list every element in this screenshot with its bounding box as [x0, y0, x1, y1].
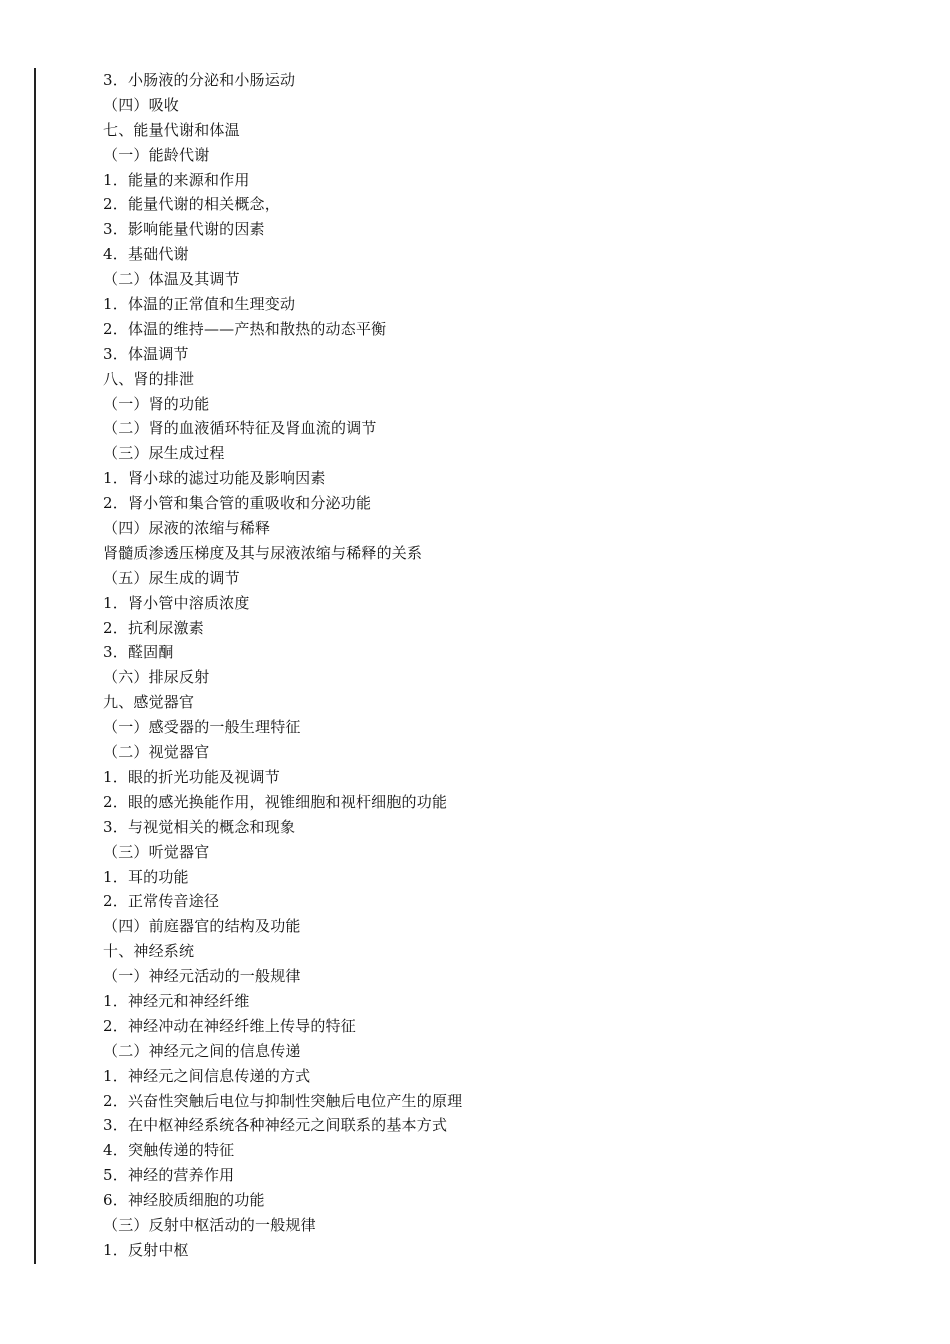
outline-line: 3．醛固酮 [103, 643, 174, 662]
outline-line: （四）吸收 [103, 95, 180, 114]
outline-line: （二）神经元之间的信息传递 [103, 1041, 301, 1060]
outline-line: 1．肾小管中溶质浓度 [103, 593, 250, 612]
outline-line: 七、能量代谢和体温 [103, 120, 240, 139]
syllabus-outline [103, 68, 903, 1263]
outline-line: 2．眼的感光换能作用，视锥细胞和视杆细胞的功能 [103, 792, 448, 811]
outline-line: 1．肾小球的滤过功能及影响因素 [103, 469, 326, 488]
outline-line: 3．小肠液的分泌和小肠运动 [103, 71, 296, 89]
outline-line: 十、神经系统 [103, 942, 195, 961]
outline-line: 1．能量的来源和作用 [103, 170, 250, 189]
outline-line: 2．能量代谢的相关概念， [103, 195, 280, 214]
outline-line: 3．影响能量代谢的因素 [103, 220, 265, 239]
outline-line: （六）排尿反射 [103, 668, 210, 687]
left-margin-rule [34, 68, 36, 1264]
outline-line: 2．兴奋性突触后电位与抑制性突触后电位产生的原理 [103, 1091, 463, 1110]
outline-line: （三）尿生成过程 [103, 444, 225, 463]
outline-line: 2．抗利尿激素 [103, 618, 204, 637]
outline-line: 3．体温调节 [103, 344, 189, 363]
outline-line: 6．神经胶质细胞的功能 [103, 1191, 265, 1210]
outline-line: （一）肾的功能 [103, 394, 210, 413]
outline-line: 4．突触传递的特征 [103, 1141, 235, 1160]
outline-line: 肾髓质渗透压梯度及其与尿液浓缩与稀释的关系 [103, 543, 423, 562]
outline-line: 1．反射中枢 [103, 1240, 189, 1259]
outline-line: 4．基础代谢 [103, 245, 189, 264]
outline-line: 5．神经的营养作用 [103, 1166, 235, 1185]
outline-line: （二）肾的血液循环特征及肾血流的调节 [103, 419, 377, 438]
outline-line: 2．肾小管和集合管的重吸收和分泌功能 [103, 494, 372, 513]
outline-line: 1．神经元和神经纤维 [103, 991, 250, 1010]
outline-line: （四）前庭器官的结构及功能 [103, 917, 301, 936]
outline-line: （一）神经元活动的一般规律 [103, 967, 301, 986]
outline-line: （一）感受器的一般生理特征 [103, 718, 301, 737]
outline-line: 八、肾的排泄 [103, 369, 195, 388]
outline-line: 3．在中枢神经系统各种神经元之间联系的基本方式 [103, 1116, 448, 1135]
outline-line: 1．体温的正常值和生理变动 [103, 295, 296, 314]
outline-line: （四）尿液的浓缩与稀释 [103, 519, 271, 538]
outline-line: 2．神经冲动在神经纤维上传导的特征 [103, 1016, 356, 1035]
outline-line: 九、感觉器官 [103, 693, 195, 712]
outline-line: （五）尿生成的调节 [103, 568, 240, 587]
outline-line: 2．体温的维持——产热和散热的动态平衡 [103, 319, 387, 338]
outline-line: （二）视觉器官 [103, 743, 210, 762]
outline-line: （二）体温及其调节 [103, 270, 240, 289]
outline-line: 3．与视觉相关的概念和现象 [103, 817, 296, 836]
outline-line: 2．正常传音途径 [103, 892, 220, 911]
outline-line: 1．神经元之间信息传递的方式 [103, 1066, 311, 1085]
outline-line: （三）听觉器官 [103, 842, 210, 861]
outline-line: （三）反射中枢活动的一般规律 [103, 1215, 316, 1234]
outline-line: （一）能龄代谢 [103, 145, 210, 164]
outline-line: 1．眼的折光功能及视调节 [103, 767, 280, 786]
outline-line: 1．耳的功能 [103, 867, 189, 886]
